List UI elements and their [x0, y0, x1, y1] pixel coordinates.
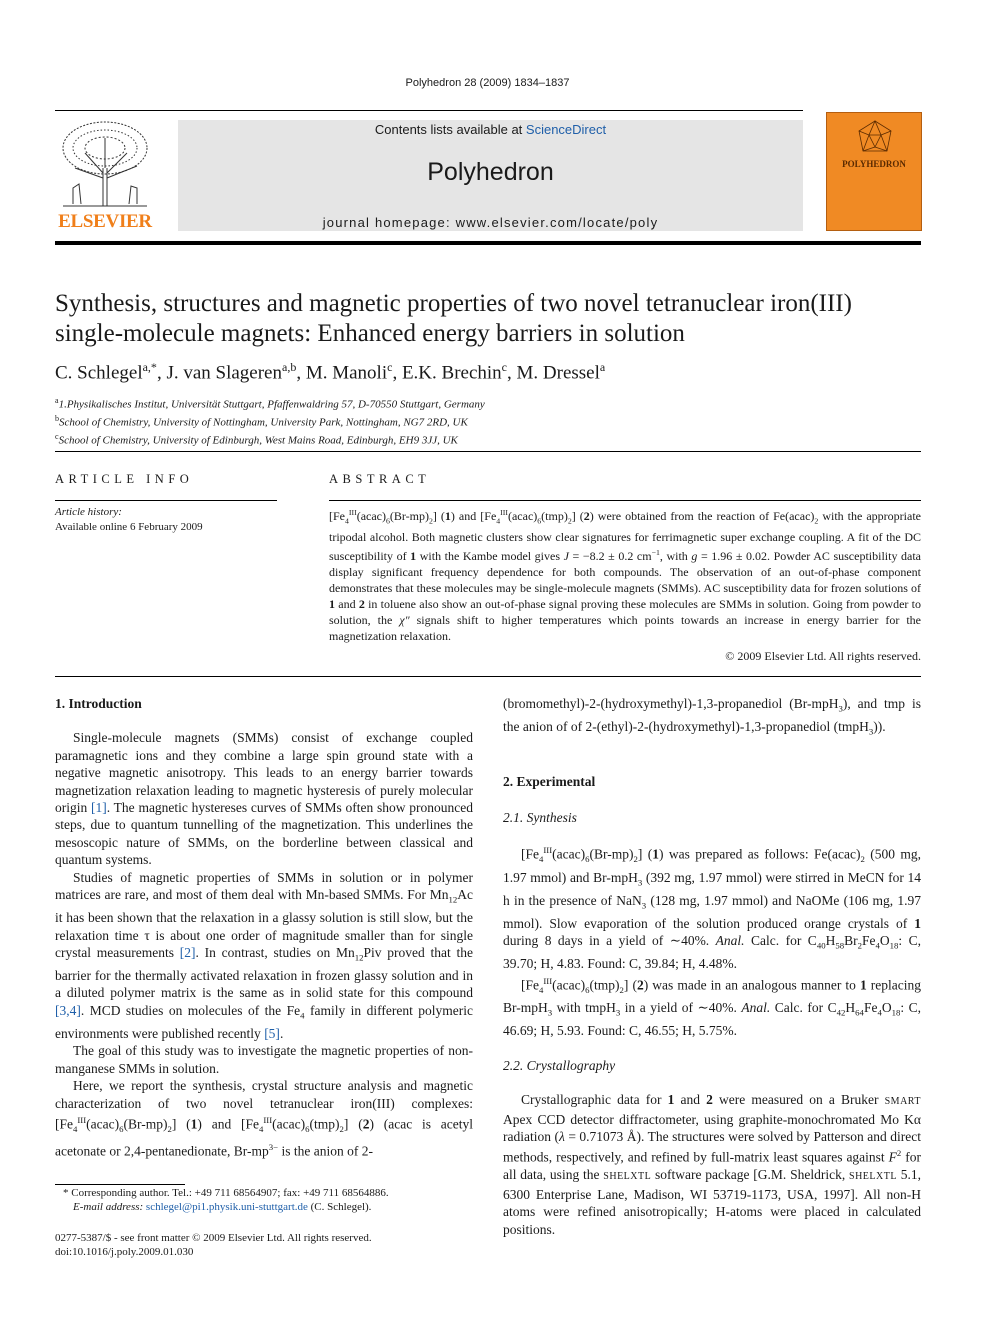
journal-title: Polyhedron [427, 158, 554, 186]
author-name: M. Manoli [305, 362, 388, 384]
right-column [503, 695, 921, 1238]
email-link[interactable]: schlegel@pi1.physik.uni-stuttgart.de [145, 1201, 308, 1213]
paragraph: The goal of this study was to investigate the magnetic properties of non-manganese SMMs in solution. [55, 1043, 473, 1076]
author-name: C. Schlegel [55, 362, 143, 384]
footnote [55, 1186, 475, 1214]
author-affiliation-marker: c [501, 360, 507, 374]
section-heading: 1. Introduction [55, 696, 142, 711]
copyright: © 2009 Elsevier Ltd. All rights reserved. [725, 649, 921, 663]
divider [329, 500, 921, 501]
author-list: C. Schlegel$^{a,*}$, J. van Slageren$^{a,b}$, M. Manoli$^c$, E.K. Brechin$^c$, M. Dressel$^a$ [55, 360, 606, 384]
divider [55, 500, 277, 501]
left-column [55, 695, 473, 1160]
history-value: Available online 6 February 2009 [55, 521, 203, 533]
divider [55, 451, 921, 452]
footnote-rule [55, 1184, 185, 1185]
sciencedirect-link[interactable]: ScienceDirect [525, 122, 607, 137]
article-history [55, 505, 277, 535]
subsection-heading: 2.1. Synthesis [503, 809, 577, 825]
issn-block [55, 1231, 475, 1259]
author-affiliation-marker: a,b [282, 360, 297, 374]
paragraph: Crystallographic data for 1 and 2 were measured on a Bruker SMART Apex CCD detector diffractometer, using graphite-monochromated Mo Kα radiation (λ = 0.71073 Å). The structures were solved by Patterson and direct methods, respectively, and refined by full-matrix least squares against $F^2$ for all data, using the SHELXTL software package [G.M. Sheldrick, SHELXTL 5.1, 6300 Enterprise Lane, Madison, WI 53719-1173, USA, 1997]. All non-H atoms were refined anisotropically; H-atoms were placed in calculated positions. [503, 1092, 922, 1237]
contents-line [178, 122, 803, 137]
affiliation: $^c$School of Chemistry, University of Edinburgh, West Mains Road, Edinburgh, EH9 3JJ, UK [55, 432, 458, 447]
paragraph: Studies of magnetic properties of SMMs in solution or in polymer matrices are rare, and most of them deal with Mn-based SMMs. For $Mn_{12}Ac$ it has been shown that the relaxation in a glassy solution is still slow, but the relaxation time τ is about one order of magnitude smaller than for single crystal measurements [2]. In contrast, studies on $Mn_{12}Piv$ proved that the barrier for the thermally activated relaxation in frozen glassy solution and in a diluted polymer matrix is the same as in solid state for this compound [3,4]. MCD studies on molecules of the $Fe_4$ family in different polymeric environments were published recently [5]. [55, 869, 474, 1041]
affiliations [55, 394, 921, 448]
author-affiliation-marker: a [599, 360, 606, 374]
author-affiliation-marker: a,* [142, 360, 157, 374]
contents-prefix: Contents lists available at [374, 122, 526, 137]
top-rule [55, 110, 803, 111]
affiliation: $^a$1.Physikalisches Institut, Universität Stuttgart, Pfaffenwaldring 57, D-70550 Stuttgart, Germany [55, 396, 485, 411]
email-line: E-mail address: schlegel@pi1.physik.uni-stuttgart.de (C. Schlegel). [73, 1201, 372, 1213]
running-head: Polyhedron 28 (2009) 1834–1837 [405, 77, 570, 89]
section-heading: 2. Experimental [503, 774, 596, 790]
author-name: M. Dressel [516, 362, 600, 384]
paragraph: $[Fe_4^{III}(acac)_6(Br-mp)_2]$ (1) was prepared as follows: $Fe(acac)_2$ (500 mg, 1.97 mmol) and Br-mpH$_3$ (392 mg, 1.97 mmol) were stirred in MeCN for 14 h in the presence of NaN$_3$ (128 mg, 1.97 mmol) and NaOMe (106 mg, 1.97 mmol). Slow evaporation of the solution produced orange crystals of 1 during 8 days in a yield of ∼40%. Anal. Calc. for $C_{40}H_{58}Br_2Fe_4O_{18}$: C, 39.70; H, 4.83. Found: C, 39.84; H, 4.48%. [503, 845, 922, 972]
paragraph: Here, we report the synthesis, crystal structure analysis and magnetic characterization of two novel tetranuclear iron(III) complexes: $[Fe_4^{III}(acac)_6(Br-mp)_2]$ (1) and $[Fe_4^{III}(acac)_6(tmp)_2]$ (2) (acac is acetyl acetonate or 2,4-pentanedionate, $Br-mp^{3-}$ is the anion of 2- [55, 1078, 474, 1159]
header-rule [55, 241, 921, 245]
article-info-heading: ARTICLE INFO [55, 472, 194, 486]
history-label: Article history: [55, 506, 122, 518]
abstract-heading: ABSTRACT [329, 472, 431, 486]
polyhedron-icon [855, 119, 895, 155]
journal-cover[interactable] [826, 112, 922, 231]
paragraph: (bromomethyl)-2-(hydroxymethyl)-1,3-propanediol (Br-mpH$_3$), and tmp is the anion of of 2-(ethyl)-2-(hydroxymethyl)-1,3-propanediol (tmpH$_3$)). [503, 696, 921, 737]
elsevier-logo[interactable] [55, 118, 155, 233]
journal-masthead [178, 120, 803, 231]
author-name: E.K. Brechin [401, 362, 502, 384]
issn-line: 0277-5387/$ - see front matter © 2009 Elsevier Ltd. All rights reserved. [55, 1232, 372, 1244]
affiliation: $^b$School of Chemistry, University of Nottingham, University Park, Nottingham, NG7 2RD, UK [55, 414, 468, 429]
cover-title: POLYHEDRON [842, 159, 906, 169]
paragraph: Single-molecule magnets (SMMs) consist of exchange coupled paramagnetic ions and they combine a large spin ground state with a negative magnetic anisotropy. This leads to an energy barrier towards magnetization relaxation leading to magnetic hysteresis of purely molecular origin [1]. The magnetic hystereses curves of SMMs often show pronounced steps, due to quantum tunnelling of the magnetization. This underlines the mesoscopic nature of SMMs, on the borderline between classical and quantum systems. [55, 730, 473, 868]
tree-icon [55, 118, 155, 210]
abstract-text: $[Fe_4^{III}(acac)_6(Br-mp)_2]$ (1) and $[Fe_4^{III}(acac)_6(tmp)_2]$ (2) were obtained from the reaction of $Fe(acac)_2$ with the appropriate tripodal alcohol. Both magnetic clusters show clear signatures for ferrimagnetic super exchange coupling. A fit of the DC susceptibility of 1 with the Kambe model gives J = −8.2 ± 0.2 $cm^{-1}$, with g = 1.96 ± 0.02. Powder AC susceptibility data display significant frequency dependence for both compounds. The observation of an out-of-phase component demonstrates that these molecules may be single-molecule magnets (SMMs). AC susceptibility data for frozen solutions of 1 and 2 in toluene also show an out-of-phase signal proving these molecules are SMMs in solution. Going from powder to solution, the χ″ signals shift to higher temperatures which points towards an increase in energy barrier for the magnetization relaxation. [329, 508, 922, 644]
corresponding-author: * Corresponding author. Tel.: +49 711 68564907; fax: +49 711 68564886. [63, 1187, 389, 1199]
publisher-name: ELSEVIER [58, 211, 152, 232]
doi[interactable]: doi:10.1016/j.poly.2009.01.030 [55, 1246, 194, 1258]
subsection-heading: 2.2. Crystallography [503, 1057, 616, 1073]
divider [55, 676, 921, 677]
author-affiliation-marker: c [387, 360, 393, 374]
author-name: J. van Slageren [166, 362, 282, 384]
article-title: Synthesis, structures and magnetic properties of two novel tetranuclear iron(III) single-molecule magnets: Enhanced energy barriers in solution [55, 290, 852, 347]
paragraph: $[Fe_4^{III}(acac)_6(tmp)_2]$ (2) was made in an analogous manner to 1 replacing Br-mpH$_3$ with tmpH$_3$ in a yield of ∼40%. Anal. Calc. for $C_{42}H_{64}Fe_4O_{18}$: C, 46.69; H, 5.93. Found: C, 46.55; H, 5.75%. [503, 975, 921, 1039]
journal-homepage[interactable]: journal homepage: www.elsevier.com/locate/poly [322, 215, 659, 230]
